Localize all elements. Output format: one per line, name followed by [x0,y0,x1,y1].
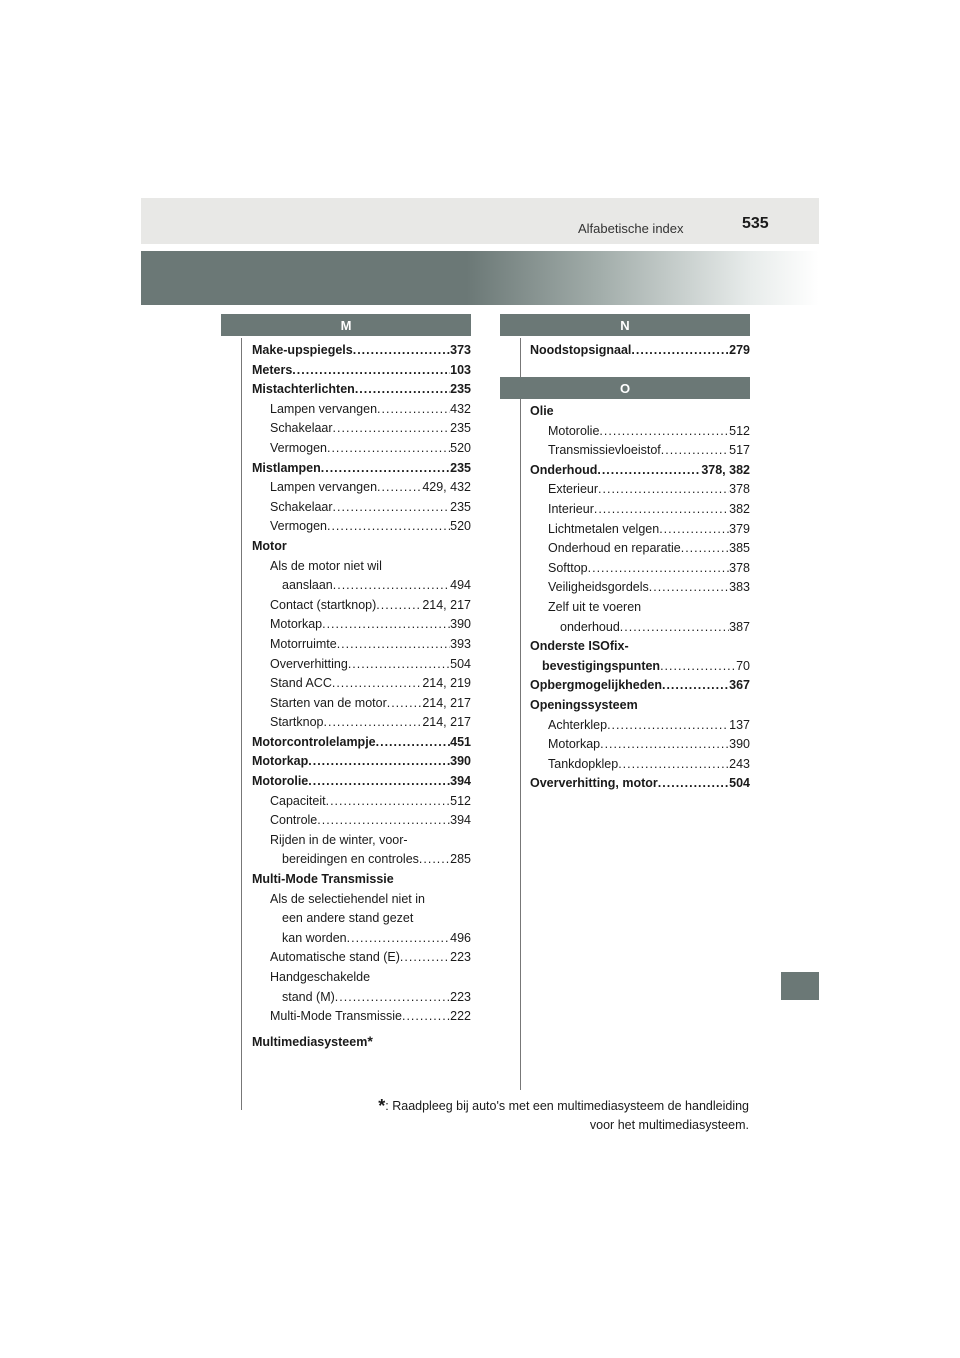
entry-label: kan worden [282,930,347,945]
index-entry [252,380,471,400]
entry-label: Motorolie [548,423,600,438]
entry-label: Meters [252,362,293,377]
index-entry [530,520,750,540]
dot-leader [618,755,729,775]
entry-label: Oververhitting [270,656,348,671]
index-entry [252,772,471,792]
entry-pages: 504 [729,776,750,791]
entry-label: Multi-Mode Transmissie [252,872,394,887]
dot-leader [321,459,450,479]
entry-label: Motorcontrolelampje [252,734,376,749]
index-entry [252,419,471,439]
dot-leader [419,850,450,870]
index-entry [530,676,750,696]
dot-leader [607,716,729,736]
entry-pages: 496 [450,930,471,945]
entry-label: Stand ACC [270,676,332,691]
dot-leader [333,576,450,596]
index-list-o [530,402,750,794]
index-entry [252,537,471,557]
entry-label: stand (M) [282,989,335,1004]
entry-pages: 279 [729,343,750,357]
dot-leader [681,539,729,559]
dot-leader [337,635,450,655]
entry-pages: 214, 219 [422,676,471,691]
index-entry [530,539,750,559]
entry-label: Onderhoud [530,462,598,477]
dot-leader [333,419,451,439]
entry-pages: 390 [450,617,471,632]
header-band [141,198,819,244]
index-entry [530,402,750,422]
index-entry [252,576,471,596]
index-entry [530,500,750,520]
dot-leader [335,988,450,1008]
dot-leader [353,341,450,361]
entry-pages: 451 [450,734,471,749]
dot-leader [377,478,422,498]
entry-label: Motorruimte [270,636,337,651]
entry-label: Mistachterlichten [252,382,355,397]
dot-leader [402,1007,450,1027]
index-entry [252,988,471,1008]
entry-pages: 504 [450,656,471,671]
entry-pages: 378, 382 [701,462,750,477]
index-entry [252,439,471,459]
entry-label: onderhoud [560,619,620,634]
dot-leader [347,929,451,949]
entry-label: een andere stand gezet [282,911,414,926]
entry-pages: 517 [729,443,750,458]
entry-label: Zelf uit te voeren [548,599,642,614]
index-entry [252,635,471,655]
index-entry [530,657,750,677]
entry-pages: 383 [729,580,750,595]
index-entry [252,831,471,851]
dot-leader [662,676,729,696]
index-entry [252,557,471,577]
entry-label: Motor [252,538,287,553]
index-entry [530,755,750,775]
entry-label: bevestigingspunten [542,658,661,673]
entry-label: Noodstopsignaal [530,343,632,357]
entry-label: Opbergmogelijkheden [530,678,662,693]
index-entry [530,559,750,579]
index-entry [252,341,471,361]
entry-pages: 373 [450,343,471,357]
index-entry [530,774,750,794]
index-entry [530,480,750,500]
entry-pages: 387 [729,619,750,634]
index-list-m [252,341,471,1053]
column-divider-right [520,338,521,1090]
dot-leader [322,615,450,635]
entry-label: Softtop [548,560,588,575]
entry-pages: 429, 432 [422,480,471,495]
index-entry [252,909,471,929]
entry-label: Veiligheidsgordels [548,580,649,595]
index-entry [530,441,750,461]
entry-pages: 223 [450,950,471,965]
entry-label: Tankdopklep [548,756,619,771]
dot-leader [317,811,450,831]
dot-leader [332,674,422,694]
index-entry [530,637,750,657]
entry-pages: 385 [729,541,750,556]
entry-pages: 235 [450,499,471,514]
index-entry [252,517,471,537]
dot-leader [355,380,450,400]
letter-heading-m: M [221,314,471,336]
entry-label: Motorkap [252,754,309,769]
index-entry [530,341,750,361]
entry-label: Lichtmetalen velgen [548,521,660,536]
entry-pages: 103 [450,362,471,377]
entry-label: Schakelaar [270,421,333,436]
dot-leader [599,422,729,442]
index-entry [252,890,471,910]
entry-pages: 223 [450,989,471,1004]
index-entry [252,459,471,479]
entry-pages: 394 [450,774,471,789]
column-divider-left [241,338,242,1110]
index-entry [530,735,750,755]
entry-label: Onderste ISOfix- [530,639,629,654]
entry-label: Lampen vervangen [270,480,378,495]
entry-label: Als de motor niet wil [270,558,382,573]
index-entry [252,498,471,518]
entry-label: Lampen vervangen [270,401,378,416]
footnote-line-1: : Raadpleeg bij auto's met een multimediasysteem de handleiding [385,1099,749,1113]
entry-label: aanslaan [282,578,333,593]
index-entry [252,733,471,753]
dot-leader [597,461,701,481]
entry-label: Capaciteit [270,793,326,808]
entry-label: Multimediasysteem [252,1034,368,1049]
dot-leader [661,441,729,461]
letter-heading-o: O [500,377,750,399]
index-entry [252,674,471,694]
footnote-line-2: voor het multimediasysteem. [589,1118,749,1132]
entry-pages: 432 [450,401,471,416]
entry-label: Motorkap [270,617,323,632]
dot-leader [333,498,451,518]
entry-pages: 235 [450,421,471,436]
index-entry [252,948,471,968]
entry-pages: 390 [450,754,471,769]
entry-pages: 378 [729,482,750,497]
entry-label: Achterklep [548,717,608,732]
entry-pages: 243 [729,756,750,771]
dot-leader [660,657,736,677]
index-entry [530,578,750,598]
index-entry [252,1007,471,1027]
entry-label: Make-upspiegels [252,343,353,357]
entry-pages: 378 [729,560,750,575]
dot-leader [308,752,450,772]
entry-pages: 285 [450,852,471,867]
entry-pages: 512 [729,423,750,438]
index-entry [252,850,471,870]
entry-label: Handgeschakelde [270,970,371,984]
dot-leader [348,655,450,675]
entry-pages: 235 [450,382,471,397]
index-entry [530,618,750,638]
entry-pages: 214, 217 [422,715,471,730]
index-entry [530,461,750,481]
dot-leader [376,733,451,753]
entry-pages: 390 [729,737,750,752]
entry-pages: 235 [450,460,471,475]
index-entry [252,870,471,890]
entry-pages: 520 [450,519,471,534]
index-entry [252,478,471,498]
dot-leader [594,500,729,520]
entry-pages: 214, 217 [422,597,471,612]
decorative-gradient-band [141,251,819,305]
entry-pages: 137 [729,717,750,732]
entry-pages: 379 [729,521,750,536]
dot-leader [600,735,729,755]
index-entry [252,929,471,949]
entry-pages: 494 [450,578,471,593]
entry-label: Mistlampen [252,460,321,475]
index-entry [252,713,471,733]
dot-leader [326,792,451,812]
page-number: 535 [742,215,769,232]
dot-leader [327,517,450,537]
entry-label: bereidingen en controles [282,852,419,867]
entry-label: Onderhoud en reparatie [548,541,681,556]
dot-leader [387,694,423,714]
chapter-side-tab [781,972,819,1000]
index-list-n [530,341,750,361]
footnote [378,1097,749,1135]
dot-leader [649,578,729,598]
entry-pages: 512 [450,793,471,808]
dot-leader [308,772,450,792]
dot-leader [659,520,729,540]
entry-pages: 393 [450,636,471,651]
index-entry: Multimediasysteem * [252,1027,471,1053]
entry-pages: 70 [736,658,750,673]
entry-pages: 394 [450,813,471,828]
index-entry [530,716,750,736]
dot-leader [400,948,450,968]
index-entry [252,792,471,812]
index-entry [252,655,471,675]
entry-label: Oververhitting, motor [530,776,658,791]
index-entry [252,615,471,635]
entry-label: Automatische stand (E) [270,950,400,965]
entry-label: Contact (startknop) [270,597,377,612]
dot-leader [658,774,729,794]
index-entry [252,752,471,772]
entry-label: Startknop [270,715,324,730]
dot-leader [631,341,729,361]
entry-label: Olie [530,404,554,418]
entry-pages: 382 [729,501,750,516]
letter-heading-n: N [500,314,750,336]
entry-label: Als de selectiehendel niet in [270,891,425,906]
index-entry [252,596,471,616]
entry-label: Vermogen [270,440,327,455]
entry-label: Vermogen [270,519,327,534]
entry-pages: 367 [729,678,750,693]
entry-pages: 222 [450,1009,471,1024]
entry-label: Controle [270,813,318,828]
entry-label: Rijden in de winter, voor- [270,832,408,847]
entry-label: Motorolie [252,774,309,789]
entry-pages: 520 [450,440,471,455]
entry-label: Motorkap [548,737,601,752]
footnote-star: * [378,1096,386,1116]
entry-pages: 214, 217 [422,695,471,710]
entry-label: Starten van de motor [270,695,387,710]
entry-label: Multi-Mode Transmissie [270,1009,402,1024]
index-entry [530,598,750,618]
entry-label: Schakelaar [270,499,333,514]
dot-leader [598,480,729,500]
dot-leader [620,618,729,638]
dot-leader [376,596,422,616]
dot-leader [292,361,450,381]
index-entry [252,694,471,714]
index-entry [530,422,750,442]
entry-label: Transmissievloeistof [548,443,661,458]
index-entry [252,968,471,988]
entry-label: Exterieur [548,482,599,497]
entry-label: Openingssysteem [530,697,638,712]
index-entry [252,361,471,381]
dot-leader [327,439,450,459]
section-title: Alfabetische index [578,221,684,236]
entry-label: Interieur [548,501,594,516]
index-entry [252,400,471,420]
dot-leader [588,559,730,579]
index-entry [252,811,471,831]
index-entry [530,696,750,716]
dot-leader [377,400,450,420]
dot-leader [324,713,423,733]
